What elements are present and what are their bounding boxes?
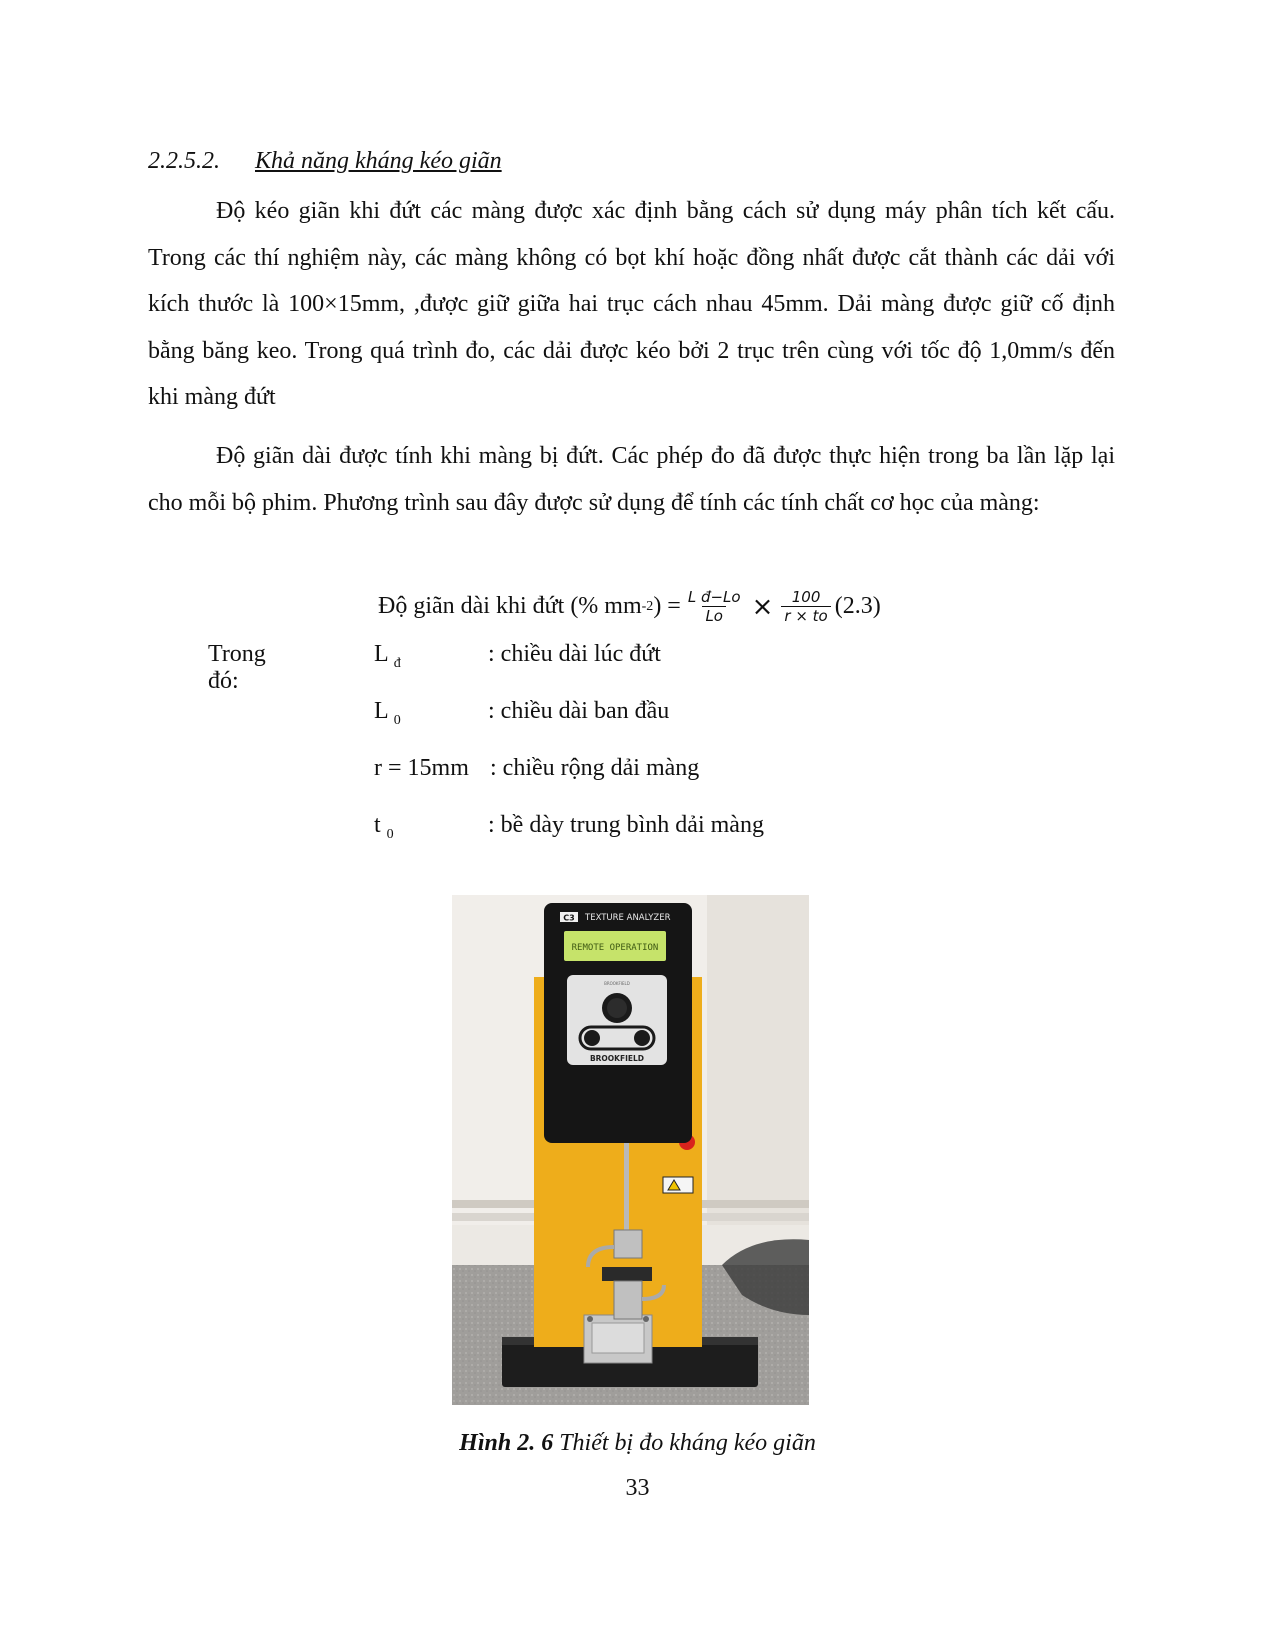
definition-description: : chiều dài ban đầu <box>488 698 670 724</box>
page-number: 33 <box>625 1475 650 1501</box>
svg-text:TEXTURE ANALYZER: TEXTURE ANALYZER <box>585 913 671 923</box>
fraction-2-numerator: 100 <box>791 588 821 606</box>
definition-description: : bề dày trung bình dải màng <box>488 812 764 838</box>
texture-analyzer-photo <box>452 895 809 1405</box>
svg-text:BROOKFIELD: BROOKFIELD <box>604 981 630 986</box>
formula-exponent: -2 <box>641 598 654 614</box>
times-sign: × <box>751 591 774 622</box>
definition-description: : chiều rộng dải màng <box>490 755 700 781</box>
definition-symbol: t $_0$ <box>374 812 394 842</box>
fraction-2-denominator: r × to <box>781 606 830 625</box>
texture-analyzer-illustration <box>452 895 809 1405</box>
formula-fraction-1 <box>685 588 744 625</box>
definition-symbol: r = 15mm <box>374 755 469 781</box>
definition-symbol: L $_0$ <box>374 698 401 728</box>
definition-symbol: L $_đ$ <box>374 641 401 671</box>
definition-description: : chiều dài lúc đứt <box>488 641 661 667</box>
section-number: 2.2.5.2. <box>148 148 220 174</box>
caption-text: Thiết bị đo kháng kéo giãn <box>553 1430 816 1456</box>
definitions-lead: Trong đó: <box>208 641 266 694</box>
elongation-formula <box>378 588 881 625</box>
formula-lhs-close: ) = <box>653 593 681 619</box>
paragraph-method: Độ kéo giãn khi đứt các màng được xác định bằng cách sử dụng máy phân tích kết cấu. Trong các thí nghiệm này, các màng không có bọt khí hoặc đồng nhất được cắt thành các dải với kích thước là 100×15mm, ,được giữ giữa hai trục cách nhau 45mm. Dải màng được giữ cố định bằng băng keo. Trong quá trình đo, các dải được kéo bởi 2 trục trên cùng với tốc độ 1,0mm/s đến khi màng đứt <box>148 198 1115 410</box>
equation-label: (2.3) <box>834 593 881 619</box>
svg-text:REMOTE OPERATION: REMOTE OPERATION <box>571 943 659 953</box>
svg-text:BROOKFIELD: BROOKFIELD <box>589 1054 645 1063</box>
svg-text:C3: C3 <box>563 913 575 923</box>
formula-lhs: Độ giãn dài khi đứt (% mm <box>378 593 642 619</box>
fraction-1-numerator: L đ−Lo <box>687 588 741 606</box>
figure-caption <box>0 1430 1275 1457</box>
section-title: Khả năng kháng kéo giãn <box>255 148 502 174</box>
formula-fraction-2 <box>781 588 830 625</box>
paragraph-calculation: Độ giãn dài được tính khi màng bị đứt. Các phép đo đã được thực hiện trong ba lần lặp lại cho mỗi bộ phim. Phương trình sau đây được sử dụng để tính các tính chất cơ học của màng: <box>148 443 1115 516</box>
caption-number: Hình 2. 6 <box>459 1430 554 1456</box>
section-heading <box>148 148 502 175</box>
fraction-1-denominator: Lo <box>702 606 726 625</box>
